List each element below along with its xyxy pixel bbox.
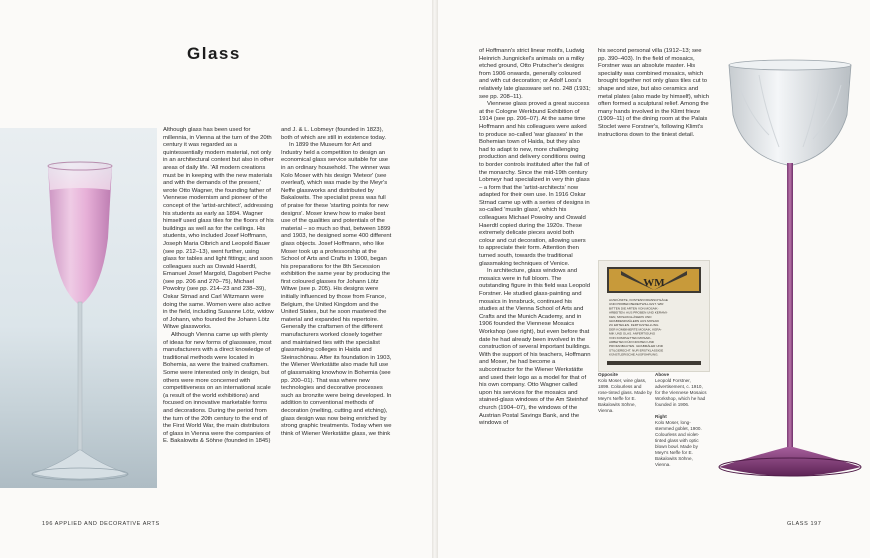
body-paragraph: of Hoffmann's strict linear motifs, Ludwig Heinrich Jungnickel's animals on a milky etched ground, Otto Prutscher's designs from 1906 onwards, generally coloured and with cut decoration; or Adolf Loos's relatively late glassware set no. 248 (1931; see pp. 208–11). (479, 48, 591, 100)
advertisement-text-line: KÜNSTLERISCHE AUSFÜHRUNG. (609, 352, 659, 357)
caption-text: Kolo Moser, long-stemmed goblet, 1900. Colourless and violet-tinted glass with optic blown bowl. Made by Meyr's Neffe for E. Bakalowits Söhne, Vienna. (655, 420, 702, 467)
caption-heading: Above (655, 372, 670, 377)
left-text-column-2 (281, 127, 392, 438)
folio-left: 196 APPLIED AND DECORATIVE ARTS (42, 521, 160, 527)
advertisement-text-line: ZU ERTEILEN. FERTIGSTELLUNG (609, 323, 659, 328)
advertisement-text-line: BITTEN DIE ARTEN VON MOSAIK- (609, 306, 659, 311)
advertisement-text-line: ARBEITEN FÜR KIRCHEN UND (609, 340, 655, 344)
body-paragraph: and J. & L. Lobmeyr (founded in 1823), both of which are still in existence today. (281, 127, 386, 141)
caption-block-opposite (598, 372, 652, 414)
advertisement-text-line: STILGERECHT. NUR ERSTKLASSIGE (609, 348, 664, 353)
left-text-column-1 (163, 127, 274, 446)
goblet-photo (709, 55, 870, 495)
folio-right: GLASS 197 (787, 521, 822, 527)
advertisement-text-line: PROFANBAUTEN. GRABMÄLER UND (609, 344, 663, 349)
advertisement-text-line: KEN, MOSAIKGLÄSERN UND (609, 314, 652, 319)
body-paragraph: In architecture, glass windows and mosaics were in full bloom. The outstanding figure in this field was Leopold Forstner. He studied glass-painting and mosaics in Innsbruck, continued his studies at the Vienna School of Arts and Crafts and the Munich Academy, and in 1906 founded the Viennese Mosaics Workshop (see right), but even before that date he had already been involved in the construction of several important buildings. With the support of his teachers, Hoffmann and Moser, he had become a subcontractor for the Wiener Werkstätte and used their logo as a model for that of his own company. Otto Wagner called upon his services for the mosaics and stained-glass windows of the Am Steinhof church (1904–07), the windows of the Austrian Postal Savings Bank, and the windows of (479, 268, 591, 427)
mosaic-workshop-advertisement (598, 260, 710, 372)
book-gutter (432, 0, 438, 558)
wine-glass-photo (0, 128, 157, 488)
caption-heading: Right (655, 414, 667, 419)
right-text-column-1 (479, 48, 591, 428)
chapter-title: Glass (187, 44, 241, 63)
body-paragraph: his second personal villa (1912–13; see pp. 390–403). In the field of mosaics, Forstner was an absolute master. His speciality was combined mosaics, which brought together not only glass tiles cut to shape and size, but also ceramics and metal plates (also made by himself), which often formed a sculptural relief. Among the many hands involved in the Klimt frieze (1909–11) of the dining room at the Palais Stoclet were Forstner's, following Klimt's instructions down to the tiniest detail. (598, 48, 709, 138)
caption-text: Kolo Moser, wine glass, 1899. Colourless and rose-tinted glass. Made by Meyr's Neffe for E. Bakalowits Söhne, Vienna. (598, 378, 652, 413)
body-paragraph: Although Vienna came up with plenty of ideas for new forms of glassware, most manufacturers with a direct knowledge of traditional methods were located in Bohemia, as were the trained craftsmen. Some were interested only in design, but others were more concerned with competitiveness on an international scale (a result of the world exhibitions) and focused on innovative marketable forms and decorations. During the period from the turn of the 20th century to the end of the First World War, the main distributors of glass in Vienna were the companies of E. Bakalowits & Söhne (founded in 1845) (163, 332, 272, 445)
advertisement-text-line: AUSKÜNFTE, KOSTENVORANSCHLÄGE (609, 298, 668, 302)
right-text-column-2 (598, 48, 710, 139)
body-paragraph: Although glass has been used for millennia, in Vienna at the turn of the 20th century it was regarded as a quintessentially modern material, not only in an architectural context but also in other areas of daily life. 'All modern creations must be in keeping with the new materials and with the demands of the present,' wrote Otto Wagner, the founding father of Viennese modernism and pioneer of the concept of the 'artist-architect', addressing his students as early as 1894. Wagner himself used glass tiles for the floors of his buildings as well as for the ceilings. His students, who included Josef Hoffmann, Joseph Maria Olbrich and Leopold Bauer (see pp. 212–13), went further, using glass for tables and light fittings; and soon colleagues such as Oswald Haerdtl, Emanuel Josef Margold, Dagobert Peche (see pp. 206 and 270–75), Michael Powolny (see pp. 214–23 and 238–39), Oskar Strnad and Carl Witzmann were doing the same. Women were also active in the field, including Susanne Lötz, widow of Johann, who founded the Johann Lötz Witwe glassworks. (163, 127, 274, 331)
caption-heading: Opposite (598, 372, 618, 377)
caption-block-above-right (655, 372, 707, 468)
advertisement-text-line: DER KOMBINIERTE MOSAIK, KERA- (609, 327, 662, 332)
advertisement-text-line: GRABDENKMÄLERN AUS MOSAIK (609, 319, 660, 323)
wine-glass-illustration (0, 128, 157, 488)
caption-text: Leopold Forstner, advertisement, c. 1910, for the Viennese Mosaics Workshop, which he had founded in 1906. (655, 378, 707, 407)
body-paragraph: In 1899 the Museum for Art and Industry held a competition to design an economical glass service suitable for use in an ordinary household. The winner was Kolo Moser with his design 'Meteor' (see overleaf), which was made by the Meyr's Neffe glassworks and distributed by Bakalowits. The specialist press was full of praise for these 'starting points for new designs'. Moser knew how to make best use of the qualities and potentials of the material – so much so that, between 1899 and 1903, he designed some 400 different glass objects. Josef Hoffmann, who like Moser took up a professorship at the School of Arts and Crafts in 1900, began his preparations for the 8th Secession exhibition the same year by producing the first coloured glasses for Johann Lötz Witwe (see p. 205). His designs were initially influenced by those from France, Belgium, the United Kingdom and the United States, but he soon mastered the material and expanded his repertoire. Generally the craftsmen of the different manufacturers worked closely together and maintained ties with the specialist glassmaking colleges in Haida and Steinschönau. After its foundation in 1903, the Wiener Werkstätte also made full use of glassmaking knowhow in Bohemia (see pp. 200–01). That was where new technologies and decorative processes such as bronzite were being developed. In addition to conventional methods of decoration (melting, cutting and etching), glass design was now being enriched by strong graphic treatments. Today when we think of Wiener Werkstätte glass, we think (281, 142, 392, 437)
body-paragraph: Viennese glass proved a great success at the Cologne Werkbund Exhibition of 1914 (see pp. 206–07). At the same time Hoffmann and his colleagues were asked to produce so-called 'war glasses' in the Bohemian town of Haida, but they also had to adapt to new, more challenging production and delivery conditions owing to border controls instituted after the fall of the monarchy. Since the mid-19th century Lobmeyr had specialized in very thin glass – a form that the 'artist-architects' now adapted for their own use. In 1916 Oskar Strnad came up with a series of designs in so-called 'muslin glass', which his colleagues Michael Powolny and Oswald Haerdtl copied during the 1920s. These extremely delicate pieces avoid both colour and cut decoration, allowing users to appreciate their form. Attention then turned south, towards the traditional glassmaking techniques of Venice. (479, 101, 590, 267)
advertisement-text-line: MIK UND GLAS. ANFERTIGUNG (609, 331, 656, 336)
advertisement-text-line: UND PROBEN BEREITWILLIGST. WIR (609, 302, 664, 307)
advertisement-text-line: ARBEITEN: AUS PROBEN UND KERAMI- (609, 310, 668, 315)
advertisement-illustration (599, 261, 709, 371)
advertisement-text-line: VON KOMPLETTEN MOSAIK- (609, 335, 652, 340)
goblet-illustration (709, 55, 870, 495)
advertisement-monogram: WM (643, 277, 665, 289)
